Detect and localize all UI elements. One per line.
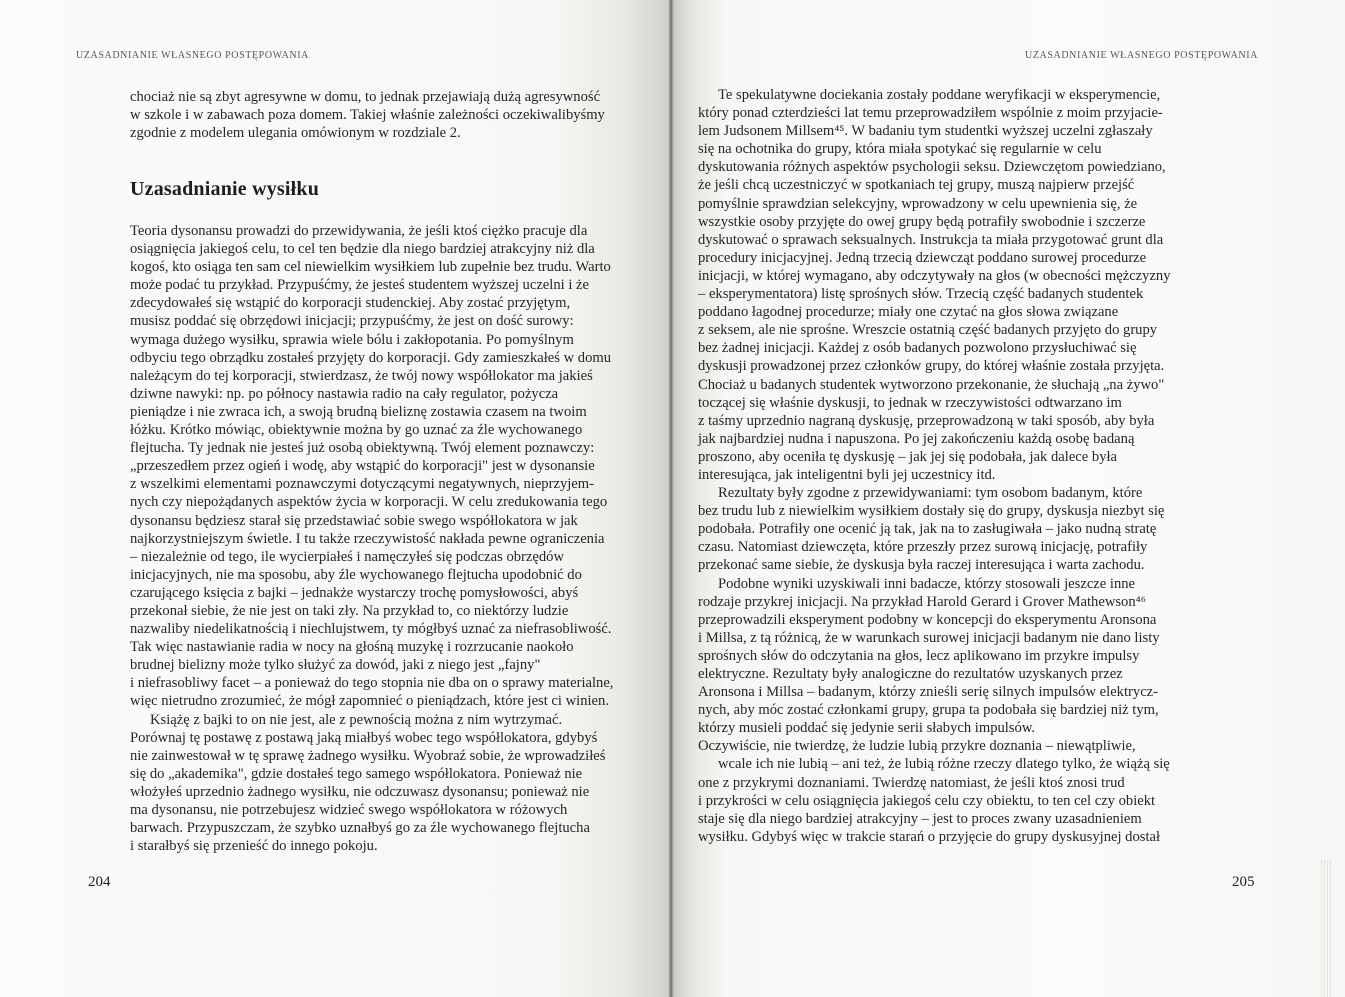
- text-line: się na ochotnika do grupy, która miała spotykać się regularnie w celu: [698, 141, 1102, 158]
- text-line: nych czy niepożądanych aspektów życia w korporacji. W celu zredukowania tego: [130, 494, 608, 511]
- text-line: Te spekulatywne dociekania zostały poddane weryfikacji w eksperymencie,: [718, 87, 1161, 103]
- text-line: nie zainwestował w tę sprawę żadnego wysiłku. Wyobraź sobie, że wprowadziłeś: [130, 747, 606, 764]
- text-line: Porównaj tę postawę z postawą jaką miałbyś wobec tego współlokatora, gdybyś: [130, 729, 598, 746]
- text-line: inicjacji, w której wymagano, aby odczytywały na głos (w obecności mężczyzny: [698, 267, 1171, 284]
- text-line: przekonać same siebie, że dyskusja była raczej interesująca i warta zachodu.: [698, 557, 1145, 574]
- text-line: chociaż nie są zbyt agresywne w domu, to jednak przejawiają dużą agresywność: [130, 89, 601, 105]
- text-line: barwach. Przypuszczam, że szybko uznałbyś go za źle wychowanego flejtucha: [130, 820, 590, 837]
- text-line: zdecydowałeś się wstąpić do korporacji studenckiej. Aby zostać przyjętym,: [130, 295, 571, 312]
- text-line: flejtucha. Ty jednak nie jesteś już osobą obiektywną. Twój element poznawczy:: [130, 440, 595, 457]
- text-line: podobała. Potrafiły one ocenić ją tak, jak na to zasługiwała – jako nudną stratę: [698, 521, 1157, 538]
- text-line: przeprowadzili eksperyment podobny w koncepcji do eksperymentu Aronsona: [698, 611, 1157, 628]
- text-line: włożyłeś uprzednio żadnego wysiłku, nie odczuwasz dysonansu; ponieważ nie: [130, 783, 590, 800]
- left-body-text: [130, 222, 646, 855]
- text-line: pomyślnie sprawdzian selekcyjny, wprowadzony w celu upewnienia się, że: [698, 195, 1138, 212]
- text-line: wszystkie osoby przyjęte do owej grupy będą potrafiły swobodnie i szczerze: [698, 213, 1146, 230]
- text-line: czasu. Natomiast dziewczęta, które przeszły przez surową inicjację, potrafiły: [698, 539, 1148, 556]
- text-line: – eksperymentatora) listę sprośnych słów. Trzecią część badanych studentek: [698, 286, 1144, 303]
- text-line: łóżku. Krótko mówiąc, obiektywnie można by go uznać za źle wychowanego: [130, 422, 583, 439]
- text-line: i przykrości w celu osiągnięcia jakiegoś celu czy obiektu, to ten cel czy obiekt: [698, 792, 1156, 809]
- text-line: poddano łagodnej procedurze; miały one czytać na głos słowa związane: [698, 304, 1119, 321]
- running-head-right: UZASADNIANIE WŁASNEGO POSTĘPOWANIA: [1025, 50, 1258, 61]
- text-line: lem Judsonem Millsem⁴⁵. W badaniu tym studentki wyższej uczelni zgłaszały: [698, 123, 1153, 140]
- page-number-left: 204: [88, 874, 111, 890]
- right-body-text: [698, 86, 1218, 846]
- text-line: i starałbyś się przenieść do innego pokoju.: [130, 838, 378, 855]
- text-line: odbyciu tego obrządku zostałeś przyjęty do korporacji. Gdy zamieszkałeś w domu: [130, 349, 612, 366]
- text-line: musisz poddać się obrzędowi inicjacji; przypuśćmy, że jest on dość surowy:: [130, 313, 574, 330]
- text-line: należącym do tej korporacji, stwierdzasz, że twój nowy współlokator ma jakieś: [130, 367, 593, 384]
- text-line: którzy musieli poddać się jedynie serii słabych impulsów.: [698, 720, 1036, 737]
- text-line: bez trudu lub z niewielkim wysiłkiem dostały się do grupy, dyskusja niezbyt się: [698, 503, 1165, 520]
- text-line: wcale ich nie lubią – ani też, że lubią różne rzeczy dlatego tylko, że wiążą się: [718, 756, 1170, 773]
- text-line: dyskusji prowadzonej przez członków grupy, do której właśnie została przyjęta.: [698, 358, 1165, 375]
- margin-scan-marks: [1319, 860, 1333, 997]
- text-line: i niefrasobliwy facet – a ponieważ do tego stopnia nie dba on o sprawy materialne,: [130, 675, 614, 692]
- text-line: wymaga dużego wysiłku, sprawia wiele bólu i zakłopotania. Po pomyślnym: [130, 331, 574, 348]
- text-line: Podobne wyniki uzyskiwali inni badacze, którzy stosowali jeszcze inne: [718, 575, 1136, 592]
- text-line: dysonansu będziesz starał się przedstawiać sobie swego współlokatora w jak: [130, 512, 578, 529]
- text-line: dziwne nawyki: np. po północy nastawia radio na cały regulator, pożycza: [130, 385, 559, 402]
- text-line: Rezultaty były zgodne z przewidywaniami: tym osobom badanym, które: [718, 485, 1143, 502]
- text-line: dyskutowania różnych aspektów psychologii seksu. Dziewczętom powiedziano,: [698, 159, 1166, 176]
- text-line: sprośnych słów do odczytania na głos, lecz aplikowano im przykre impulsy: [698, 647, 1140, 664]
- text-line: staje się dla niego bardziej atrakcyjny – jest to proces zwany uzasadnieniem: [698, 810, 1142, 827]
- text-line: jak najbardziej nudna i napuszona. Po jej zakończeniu każdą osobę badaną: [698, 430, 1135, 447]
- text-line: który ponad czterdzieści lat temu przeprowadziłem wspólnie z moim przyjacie-: [698, 105, 1163, 122]
- text-line: może podać tu przykład. Przypuśćmy, że jesteś studentem wyższej uczelni i że: [130, 277, 589, 294]
- text-line: się do „akademika", gdzie dostałeś tego samego współlokatora. Ponieważ nie: [130, 765, 583, 782]
- top-paragraph: [130, 88, 646, 142]
- text-line: procedury inicjacyjnej. Jedną trzecią dziewcząt poddano surowej procedurze: [698, 249, 1147, 266]
- text-line: elektryczne. Rezultaty były analogiczne do rezultatów uzyskanych przez: [698, 666, 1123, 682]
- text-line: kogoś, kto osiąga ten sam cel niewielkim wysiłkiem lub zupełnie bez trudu. Warto: [130, 259, 611, 276]
- section-title: Uzasadnianie wysiłku: [130, 178, 320, 200]
- text-line: rodzaje przykrej inicjacji. Na przykład Harold Gerard i Grover Mathewson⁴⁶: [698, 593, 1146, 610]
- text-line: interesująca, jak inteligentni byli jej uczestnicy itd.: [698, 466, 996, 483]
- text-line: ma dysonansu, nie potrzebujesz widzieć swego współlokatora w różowych: [130, 802, 568, 818]
- text-line: nych, aby móc zostać członkami grupy, grupa ta podobała się bardziej niż tym,: [698, 702, 1159, 719]
- page-number-right: 205: [1232, 874, 1255, 890]
- text-line: najkorzystniejszym świetle. I tu także rzeczywistość nakłada pewne ograniczenia: [130, 530, 605, 547]
- right-page: [672, 0, 1345, 997]
- text-line: nazwaliby niedelikatnością i niechlujstwem, ty mógłbyś uznać za niefrasobliwość.: [130, 621, 612, 638]
- text-line: bez żadnej inicjacji. Każdej z osób badanych pozwolono przysłuchiwać się: [698, 340, 1137, 357]
- text-line: czarującego księcia z bajki – jednakże wystarczy trochę pomysłowości, abyś: [130, 584, 579, 601]
- text-line: Teoria dysonansu prowadzi do przewidywania, że jeśli ktoś ciężko pracuje dla: [130, 223, 588, 239]
- text-line: że jeśli chcą uczestniczyć w spotkaniach tej grupy, muszą najpierw przejść: [698, 177, 1135, 194]
- text-line: – niezależnie od tego, ile wycierpiałeś i namęczyłeś się podczas obrzędów: [130, 548, 564, 565]
- text-line: dyskutować o sprawach seksualnych. Instrukcja ta miała przygotować grunt dla: [698, 231, 1164, 248]
- text-line: wysiłku. Gdybyś więc w trakcie starań o przyjęcie do grupy dyskusyjnej dostał: [698, 828, 1161, 845]
- text-line: Książę z bajki to on nie jest, ale z pewnością można z nim wytrzymać.: [150, 711, 563, 728]
- text-line: z wszelkimi elementami poznawczymi dotyczącymi negatywnych, nieprzyjem-: [130, 476, 594, 493]
- text-line: Oczywiście, nie twierdzę, że ludzie lubią przykre doznania – niewątpliwie,: [698, 738, 1136, 755]
- text-line: proszono, aby oceniła tę dyskusję – jak jej się podobała, jak dalece była: [698, 448, 1118, 465]
- text-line: pieniądze i nie zwraca ich, a swoją brudną bieliznę zostawia czasem na twoim: [130, 403, 587, 420]
- text-line: z taśmy uprzednio nagraną dyskusję, przeprowadzoną w taki sposób, aby była: [698, 412, 1155, 429]
- text-line: więc nietrudno zrozumieć, że mógł zapomnieć o pieniądzach, które jest ci winien.: [130, 693, 609, 710]
- text-line: one z przykrymi doznaniami. Twierdzę natomiast, że jeśli ktoś znosi trud: [698, 774, 1125, 791]
- left-page: [0, 0, 672, 997]
- text-line: z seksem, ale nie sprośne. Wreszcie ostatnią część badanych przyjęto do grupy: [698, 322, 1158, 339]
- text-line: przekonał siebie, że nie jest on taki zły. Na przykład to, co niektórzy ludzie: [130, 602, 569, 619]
- running-head-left: UZASADNIANIE WŁASNEGO POSTĘPOWANIA: [76, 50, 309, 61]
- text-line: brudnej bielizny może tylko służyć za dowód, jaki z niego jest „fajny": [130, 657, 541, 674]
- text-line: osiągnięcia jakiegoś celu, to cel ten będzie dla niego bardziej atrakcyjny niż dla: [130, 241, 595, 258]
- text-line: „przeszedłem przez ogień i wodę, aby wstąpić do korporacji" jest w dysonansie: [130, 458, 595, 475]
- text-line: zgodnie z modelem ulegania omówionym w rozdziale 2.: [130, 125, 461, 142]
- text-line: Tak więc nastawianie radia w nocy na głośną muzykę i rozrzucanie naokoło: [130, 639, 574, 656]
- text-line: i Millsa, z tą różnicą, że w warunkach surowej inicjacji badanym nie dano listy: [698, 629, 1160, 646]
- text-line: inicjacyjnych, nie ma sposobu, aby źle wychowanego flejtucha upodobnić do: [130, 566, 582, 583]
- text-line: Aronsona i Millsa – badanym, którzy znieśli serię silnych impulsów elektrycz-: [698, 684, 1159, 701]
- text-line: w szkole i w zabawach poza domem. Takiej właśnie zależności oczekiwalibyśmy: [130, 107, 605, 124]
- book-gutter: [668, 0, 675, 997]
- text-line: toczącej się właśnie dyskusji, to jednak w rzeczywistości odtwarzano im: [698, 394, 1122, 411]
- text-line: Chociaż u badanych studentek wytworzono przekonanie, że słuchają „na żywo": [698, 376, 1165, 393]
